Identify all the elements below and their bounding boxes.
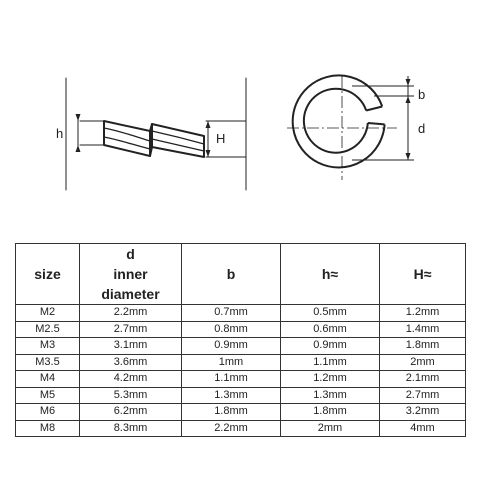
table-row [16, 420, 466, 437]
cell-b: 0.9mm [182, 338, 281, 355]
header-d-symbol: d [126, 246, 135, 262]
cell-b: 2.2mm [182, 420, 281, 437]
cell-b: 1mm [182, 354, 281, 371]
b-label: b [418, 87, 426, 102]
cell-b: 1.3mm [182, 387, 281, 404]
header-d-line1: inner [113, 266, 148, 282]
header-H: H≈ [380, 244, 466, 305]
table-row [16, 354, 466, 371]
h-label: h [56, 126, 64, 141]
cell-size: M2 [16, 305, 80, 322]
top-view [287, 75, 414, 180]
table-row [16, 371, 466, 388]
cell-d: 6.2mm [80, 404, 182, 421]
table-row [16, 321, 466, 338]
cell-d: 3.1mm [80, 338, 182, 355]
H-label: H [216, 131, 226, 146]
table-row [16, 387, 466, 404]
cell-h: 1.3mm [281, 387, 380, 404]
cell-h: 1.2mm [281, 371, 380, 388]
cell-H: 1.4mm [380, 321, 466, 338]
header-size: size [16, 244, 80, 305]
specification-table [15, 243, 466, 437]
cell-H: 1.2mm [380, 305, 466, 322]
h-dimension-arrow [76, 145, 81, 152]
cell-d: 8.3mm [80, 420, 182, 437]
cell-H: 3.2mm [380, 404, 466, 421]
washer-technical-drawing [0, 0, 480, 230]
cell-h: 0.5mm [281, 305, 380, 322]
h-dimension-arrow [76, 114, 81, 121]
header-inner-diameter [80, 244, 182, 305]
cell-H: 2.7mm [380, 387, 466, 404]
washer-inner-edge [304, 89, 368, 153]
cell-H: 1.8mm [380, 338, 466, 355]
cell-h: 1.1mm [281, 354, 380, 371]
cell-size: M6 [16, 404, 80, 421]
cell-d: 2.7mm [80, 321, 182, 338]
table-row [16, 305, 466, 322]
cell-H: 4mm [380, 420, 466, 437]
cell-H: 2.1mm [380, 371, 466, 388]
cell-d: 5.3mm [80, 387, 182, 404]
table-header-row [16, 244, 466, 305]
cell-size: M3.5 [16, 354, 80, 371]
cell-d: 2.2mm [80, 305, 182, 322]
washer-split-line [366, 107, 382, 111]
cell-size: M5 [16, 387, 80, 404]
cell-H: 2mm [380, 354, 466, 371]
cell-h: 0.6mm [281, 321, 380, 338]
H-dimension-arrow [206, 150, 211, 157]
cell-d: 4.2mm [80, 371, 182, 388]
table-row [16, 338, 466, 355]
cell-h: 0.9mm [281, 338, 380, 355]
cell-size: M4 [16, 371, 80, 388]
cell-d: 3.6mm [80, 354, 182, 371]
cell-h: 2mm [281, 420, 380, 437]
header-d-line2: diameter [101, 286, 160, 302]
header-h: h≈ [281, 244, 380, 305]
cell-size: M8 [16, 420, 80, 437]
cell-h: 1.8mm [281, 404, 380, 421]
washer-split-line [368, 123, 385, 124]
d-dimension-arrow [406, 153, 411, 160]
H-dimension-arrow [206, 121, 211, 128]
d-label: d [418, 121, 426, 136]
cell-b: 1.8mm [182, 404, 281, 421]
cell-size: M3 [16, 338, 80, 355]
cell-size: M2.5 [16, 321, 80, 338]
header-b: b [182, 244, 281, 305]
cell-b: 1.1mm [182, 371, 281, 388]
b-dimension-arrow [406, 79, 411, 86]
cell-b: 0.8mm [182, 321, 281, 338]
cell-b: 0.7mm [182, 305, 281, 322]
table-row [16, 404, 466, 421]
